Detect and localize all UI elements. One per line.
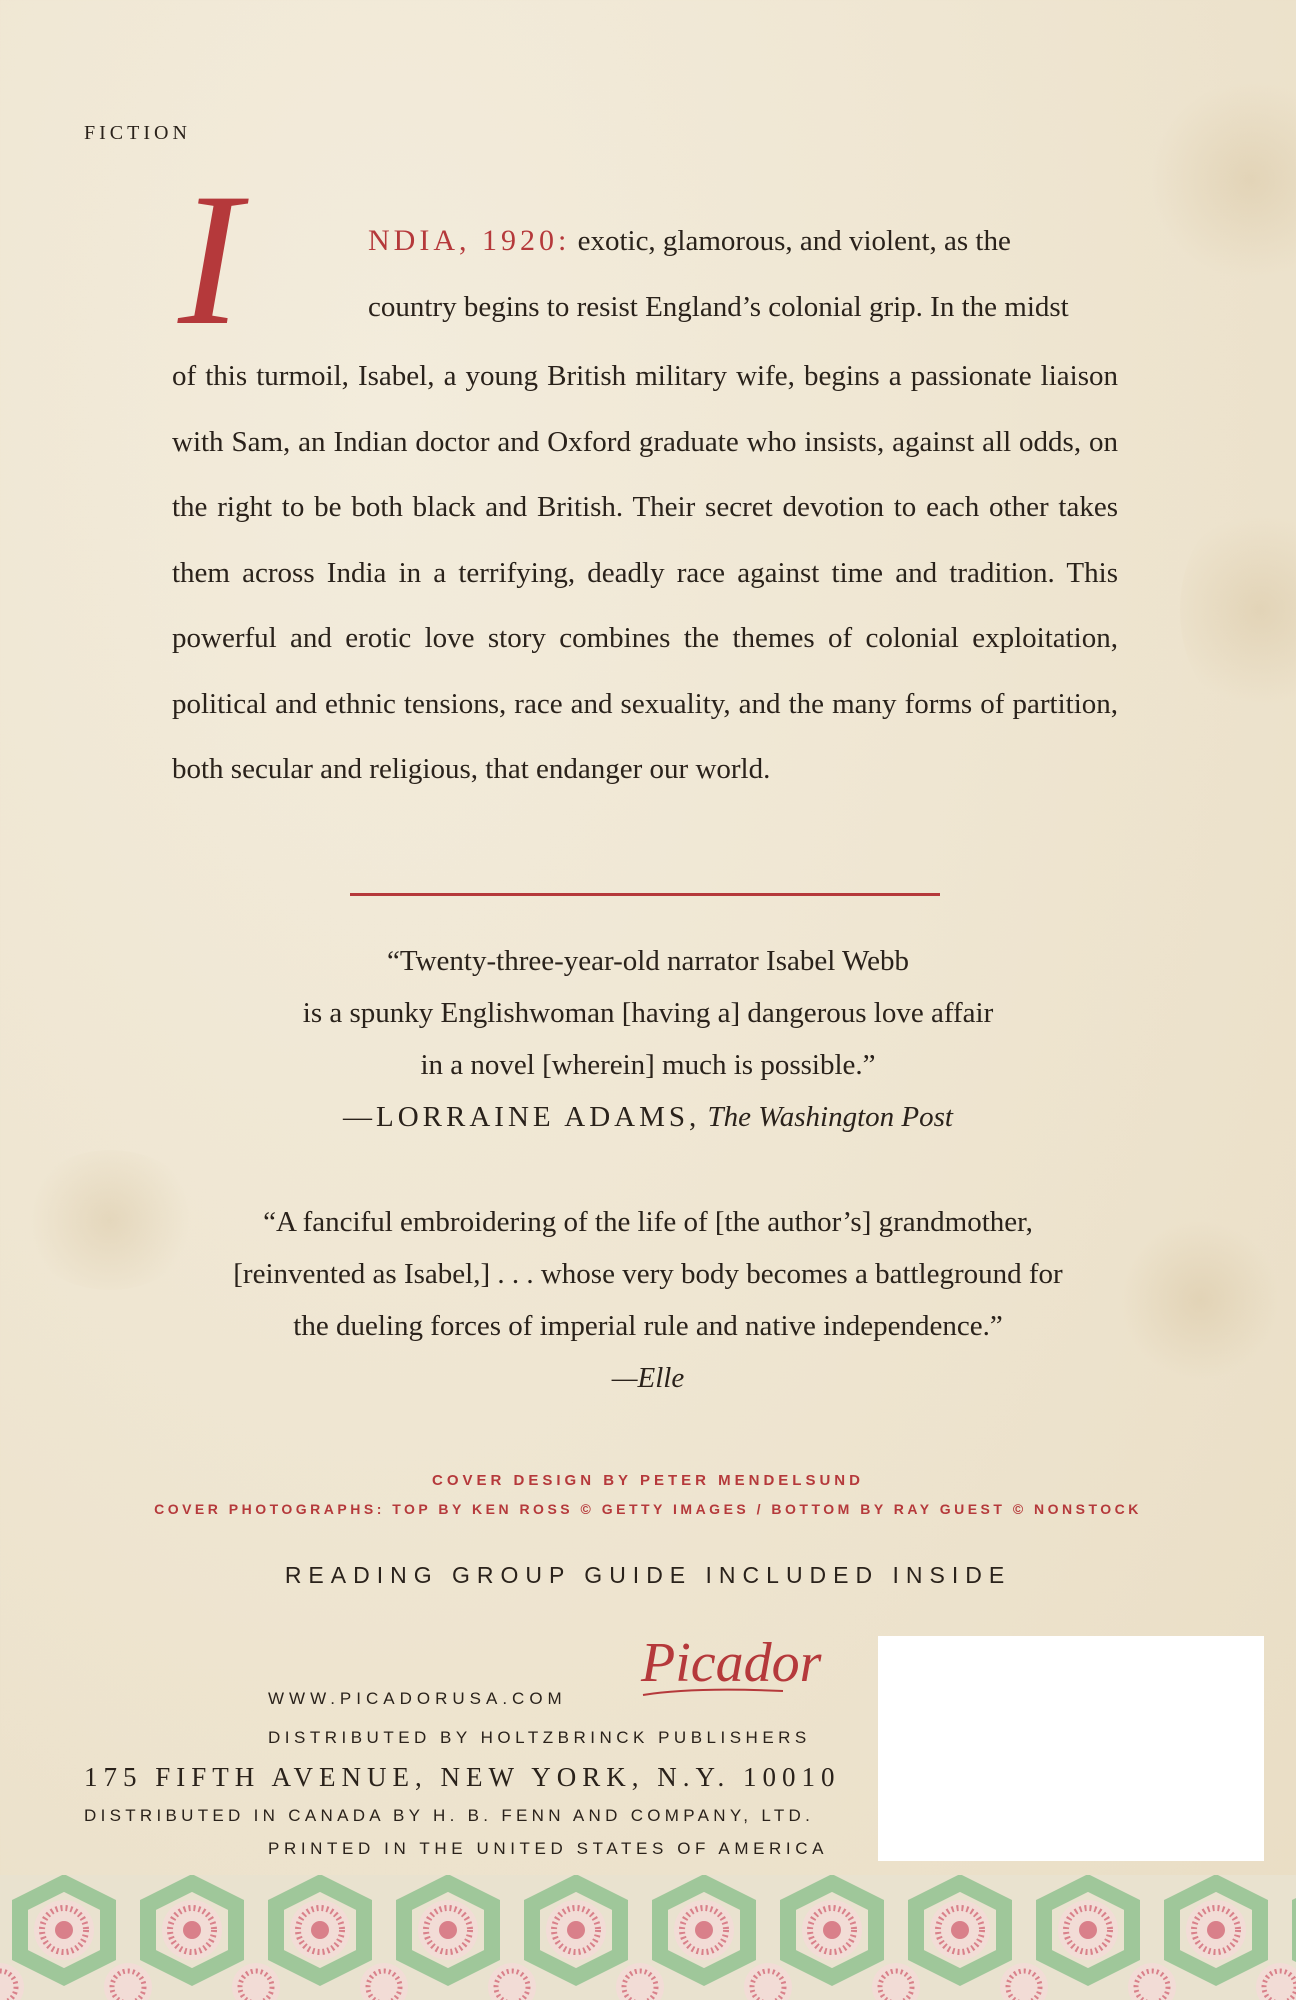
canada-distributor-line: DISTRIBUTED IN CANADA BY H. B. FENN AND COMPANY, LTD. [84,1806,815,1825]
picador-logo-text: Picador [641,1632,822,1694]
review-quote-1 [150,935,1146,1143]
description-paragraph: of this turmoil, Isabel, a young British military wife, begins a passionate liaison with Sam, an Indian doctor and Oxford graduate who insists, against all odds, on the right to be both black and British. Their secret devotion to each other takes them across India in a terrifying, deadly race against time and tradition. This powerful and erotic love story combines the themes of colonial exploitation, political and ethnic tensions, race and sexuality, and the many forms of partition, both secular and religious, that endanger our world. [172,360,1118,785]
genre-label: FICTION [84,122,191,144]
quote-line: [reinvented as Isabel,] . . . whose very body becomes a battleground for [233,1258,1063,1290]
second-line-text: country begins to resist England’s colonial grip. In the midst [368,291,1069,323]
quote-line: “A fanciful embroidering of the life of [the author’s] grandmother, [263,1206,1033,1238]
decorative-pattern-band [0,1875,1296,2000]
paper-stain [1150,80,1296,280]
publisher-website: WWW.PICADORUSA.COM [268,1689,567,1708]
review-quote-2 [150,1196,1146,1404]
reading-guide-notice: READING GROUP GUIDE INCLUDED INSIDE [284,1562,1012,1588]
quote-line: “Twenty-three-year-old narrator Isabel Webb [387,945,909,977]
publisher-address: 175 FIFTH AVENUE, NEW YORK, N.Y. 10010 [84,1762,841,1792]
second-line [368,288,1118,326]
opening-line [368,222,1118,260]
barcode-area [878,1636,1264,1861]
quote-line: the dueling forces of imperial rule and native independence.” [293,1310,1003,1342]
opening-line-text: exotic, glamorous, and violent, as the [570,225,1011,257]
quote-author: —LORRAINE ADAMS, [343,1101,701,1133]
divider-rule [350,893,940,896]
quote-attribution [150,1091,1146,1143]
paper-stain [1180,500,1296,720]
quote-line: is a spunky Englishwoman [having a] dangerous love affair [302,997,994,1029]
quote-source: The Washington Post [707,1101,953,1133]
cover-design-credit: COVER DESIGN BY PETER MENDELSUND [432,1472,864,1489]
quote-line: in a novel [wherein] much is possible.” [420,1049,876,1081]
lead-in: NDIA, 1920: [368,224,571,257]
distributor-line: DISTRIBUTED BY HOLTZBRINCK PUBLISHERS [268,1728,811,1747]
quote-source: —Elle [611,1362,685,1394]
picador-logo [633,1625,863,1705]
drop-cap: I [178,155,242,365]
cover-photo-credit: COVER PHOTOGRAPHS: TOP BY KEN ROSS © GETTY IMAGES / BOTTOM BY RAY GUEST © NONSTOCK [154,1501,1142,1517]
printed-in-line: PRINTED IN THE UNITED STATES OF AMERICA [268,1839,829,1858]
